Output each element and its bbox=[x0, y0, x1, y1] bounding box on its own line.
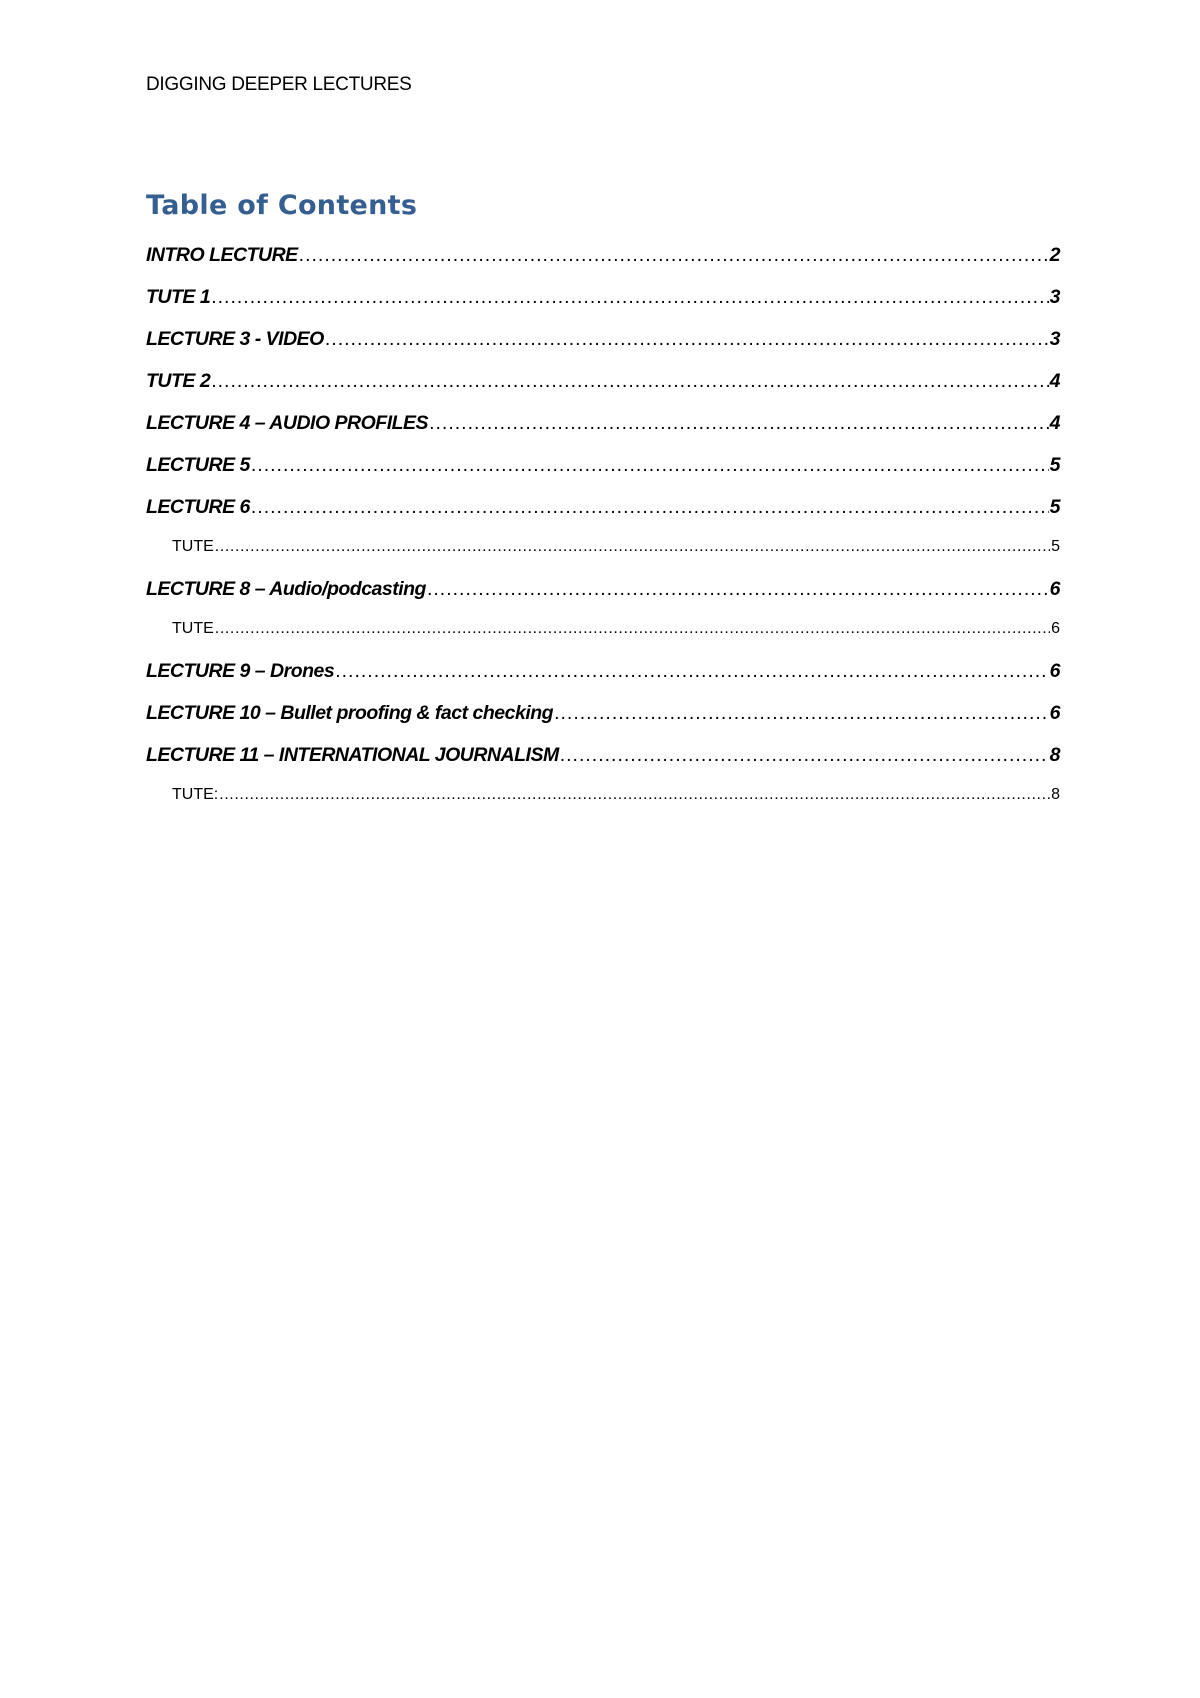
table-of-contents bbox=[146, 244, 1060, 826]
toc-page-number: 2 bbox=[1049, 244, 1060, 266]
toc-page-number: 6 bbox=[1051, 620, 1060, 637]
toc-dot-leader bbox=[299, 244, 1049, 267]
toc-entry-lecture-11-tute[interactable] bbox=[146, 786, 1060, 826]
toc-page-number: 4 bbox=[1049, 370, 1060, 392]
toc-page-number: 6 bbox=[1049, 702, 1060, 724]
toc-page-number: 6 bbox=[1049, 660, 1060, 682]
toc-entry-lecture-11[interactable] bbox=[146, 744, 1060, 786]
toc-dot-leader bbox=[211, 370, 1048, 393]
toc-entry-text: LECTURE 4 – AUDIO PROFILES bbox=[146, 412, 429, 434]
toc-entry-lecture-8[interactable] bbox=[146, 578, 1060, 620]
toc-dot-leader bbox=[211, 286, 1048, 309]
toc-entry-lecture-5[interactable] bbox=[146, 454, 1060, 496]
toc-entry-lecture-6-tute[interactable] bbox=[146, 538, 1060, 578]
toc-page-number: 8 bbox=[1051, 786, 1060, 803]
toc-dot-leader bbox=[335, 660, 1048, 683]
toc-entry-lecture-4[interactable] bbox=[146, 412, 1060, 454]
toc-entry-text: LECTURE 9 – Drones bbox=[146, 660, 335, 682]
toc-entry-text: TUTE bbox=[172, 538, 214, 555]
toc-entry-lecture-10[interactable] bbox=[146, 702, 1060, 744]
toc-dot-leader bbox=[215, 538, 1050, 556]
toc-page-number: 3 bbox=[1049, 286, 1060, 308]
toc-entry-text: LECTURE 11 – INTERNATIONAL JOURNALISM bbox=[146, 744, 559, 766]
running-header: DIGGING DEEPER LECTURES bbox=[146, 74, 412, 95]
toc-dot-leader bbox=[251, 454, 1049, 477]
toc-entry-lecture-3[interactable] bbox=[146, 328, 1060, 370]
toc-dot-leader bbox=[251, 496, 1049, 519]
toc-dot-leader bbox=[554, 702, 1049, 725]
toc-dot-leader bbox=[219, 786, 1050, 804]
toc-entry-text: TUTE 2 bbox=[146, 370, 211, 392]
toc-dot-leader bbox=[325, 328, 1049, 351]
toc-entry-text: LECTURE 6 bbox=[146, 496, 250, 518]
toc-entry-lecture-6[interactable] bbox=[146, 496, 1060, 538]
toc-entry-text: TUTE: bbox=[172, 786, 219, 803]
toc-entry-text: LECTURE 5 bbox=[146, 454, 250, 476]
toc-entry-text: TUTE bbox=[172, 620, 214, 637]
toc-entry-tute-1[interactable] bbox=[146, 286, 1060, 328]
toc-page-number: 3 bbox=[1049, 328, 1060, 350]
toc-entry-text: TUTE 1 bbox=[146, 286, 211, 308]
toc-page-number: 5 bbox=[1051, 538, 1060, 555]
toc-page-number: 4 bbox=[1049, 412, 1060, 434]
toc-page-number: 5 bbox=[1049, 496, 1060, 518]
toc-dot-leader bbox=[560, 744, 1049, 767]
toc-entry-text: LECTURE 3 - VIDEO bbox=[146, 328, 324, 350]
toc-entry-text: INTRO LECTURE bbox=[146, 244, 298, 266]
toc-page-number: 5 bbox=[1049, 454, 1060, 476]
toc-entry-tute-2[interactable] bbox=[146, 370, 1060, 412]
toc-entry-text: LECTURE 10 – Bullet proofing & fact checking bbox=[146, 702, 554, 724]
toc-entry-lecture-8-tute[interactable] bbox=[146, 620, 1060, 660]
toc-entry-lecture-9[interactable] bbox=[146, 660, 1060, 702]
toc-entry-text: LECTURE 8 – Audio/podcasting bbox=[146, 578, 426, 600]
toc-page-number: 6 bbox=[1049, 578, 1060, 600]
toc-dot-leader bbox=[427, 578, 1049, 601]
toc-dot-leader bbox=[215, 620, 1050, 638]
toc-page-number: 8 bbox=[1049, 744, 1060, 766]
toc-title: Table of Contents bbox=[146, 190, 418, 221]
toc-entry-intro-lecture[interactable] bbox=[146, 244, 1060, 286]
toc-dot-leader bbox=[429, 412, 1049, 435]
